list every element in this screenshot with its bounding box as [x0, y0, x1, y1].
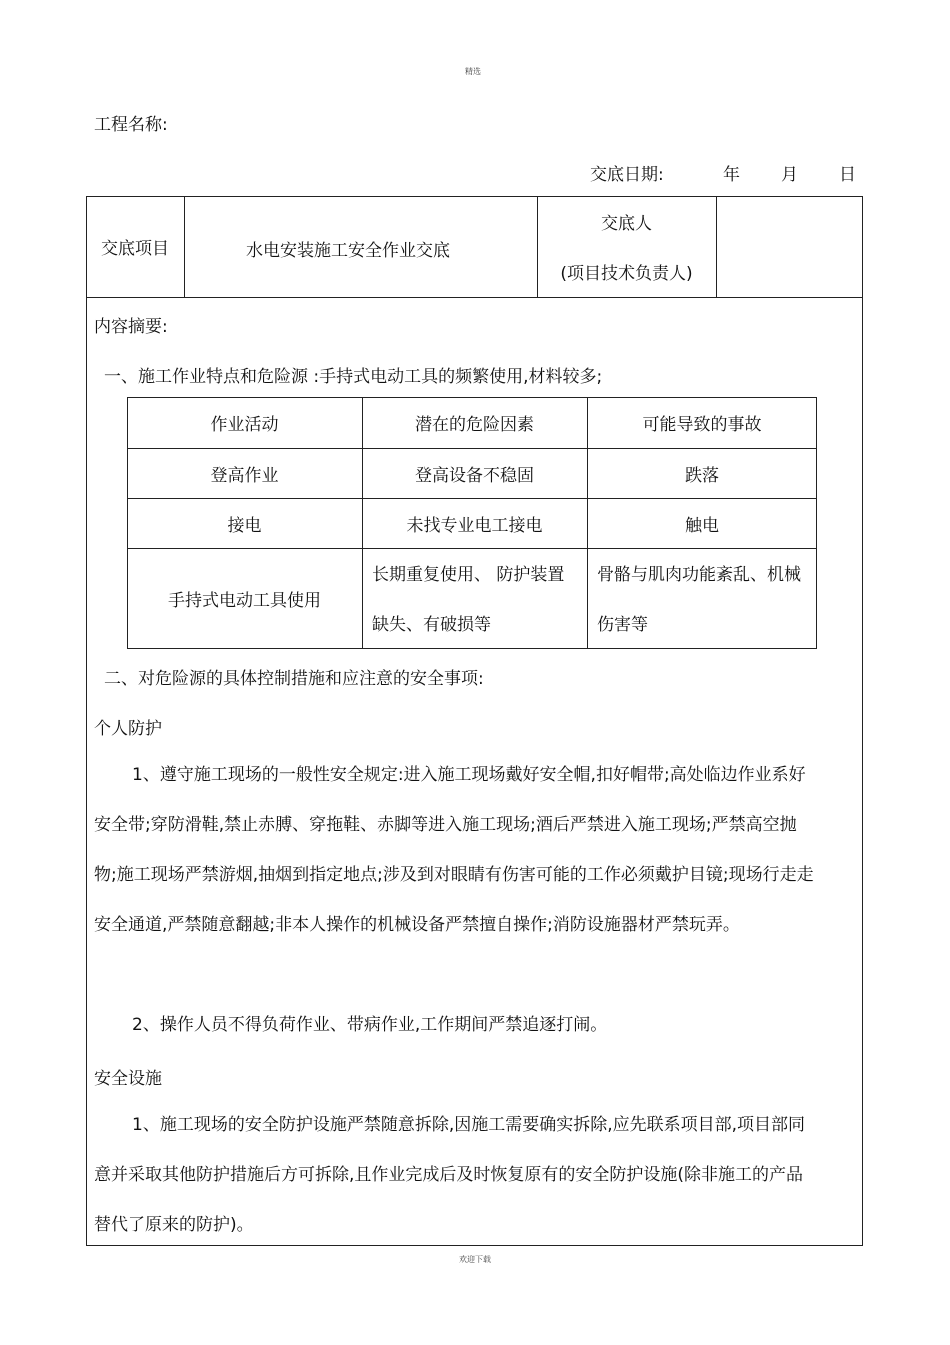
hazard-cell: 骨骼与肌肉功能紊乱、机械伤害等	[597, 565, 801, 635]
personal-item-1: 1、遵守施工现场的一般性安全规定:进入施工现场戴好安全帽,扣好帽带;高处临边作业系好安全带;穿防滑鞋,禁止赤膊、穿拖鞋、赤脚等进入施工现场;酒后严禁进入施工现场;严禁高空抛物;施工现场严禁游烟,抽烟到指定地点;涉及到对眼睛有伤害可能的工作必须戴护目镜;现场行走走安全通道,严禁随意翻越;非本人操作的机械设备严禁擅自操作;消防设施器材严禁玩弄。	[94, 765, 814, 935]
hazard-cell: 未找专业电工接电	[406, 515, 543, 536]
person-signature-field[interactable]	[718, 198, 861, 295]
hazard-cell: 跌落	[685, 465, 719, 486]
date-day: 日	[839, 165, 856, 185]
divider-1	[184, 196, 185, 297]
divider-3	[716, 196, 717, 297]
footer-watermark: 欢迎下载	[459, 1255, 491, 1264]
header-divider	[86, 297, 863, 298]
hazard-cell: 触电	[685, 515, 719, 536]
hazard-cell: 登高作业	[210, 465, 279, 486]
item-value: 水电安装施工安全作业交底	[246, 241, 450, 261]
hazard-cell: 登高设备不稳固	[415, 465, 534, 486]
person-label-line2-cell	[537, 256, 716, 286]
header-watermark: 精选	[465, 67, 481, 76]
hazard-cell: 长期重复使用、 防护装置缺失、有破损等	[372, 565, 565, 635]
project-name-label: 工程名称:	[94, 115, 168, 135]
item-label: 交底项目	[101, 239, 169, 259]
hazard-cell: 接电	[227, 515, 262, 536]
item-label-cell	[86, 196, 184, 297]
hazard-cell: 手持式电动工具使用	[168, 591, 321, 611]
summary-label: 内容摘要:	[94, 317, 168, 337]
section-1-heading: 一、施工作业特点和危险源 :手持式电动工具的频繁使用,材料较多;	[104, 367, 603, 387]
person-label-line1: 交底人	[601, 213, 652, 234]
hazard-header-activity: 作业活动	[210, 415, 279, 435]
facility-item-1: 1、施工现场的安全防护设施严禁随意拆除,因施工需要确实拆除,应先联系项目部,项目部同意并采取其他防护措施后方可拆除,且作业完成后及时恢复原有的安全防护设施(除非施工的产品替代了原来的防护)。	[94, 1115, 806, 1235]
date-month: 月	[781, 165, 798, 185]
hazard-header-risk: 潜在的危险因素	[415, 415, 534, 435]
hazard-header-accident: 可能导致的事故	[642, 415, 762, 435]
section-2-heading: 二、对危险源的具体控制措施和应注意的安全事项:	[104, 669, 484, 689]
date-label: 交底日期:	[590, 165, 664, 185]
personal-item-2: 2、操作人员不得负荷作业、带病作业,工作期间严禁追逐打闹。	[132, 1015, 608, 1035]
disclosure-form	[86, 196, 863, 1246]
person-label-line1-cell	[537, 206, 716, 236]
personal-protection-title: 个人防护	[94, 719, 162, 739]
safety-facility-title: 安全设施	[94, 1069, 162, 1089]
person-label-line2: (项目技术负责人)	[560, 263, 693, 284]
date-year: 年	[723, 165, 740, 185]
